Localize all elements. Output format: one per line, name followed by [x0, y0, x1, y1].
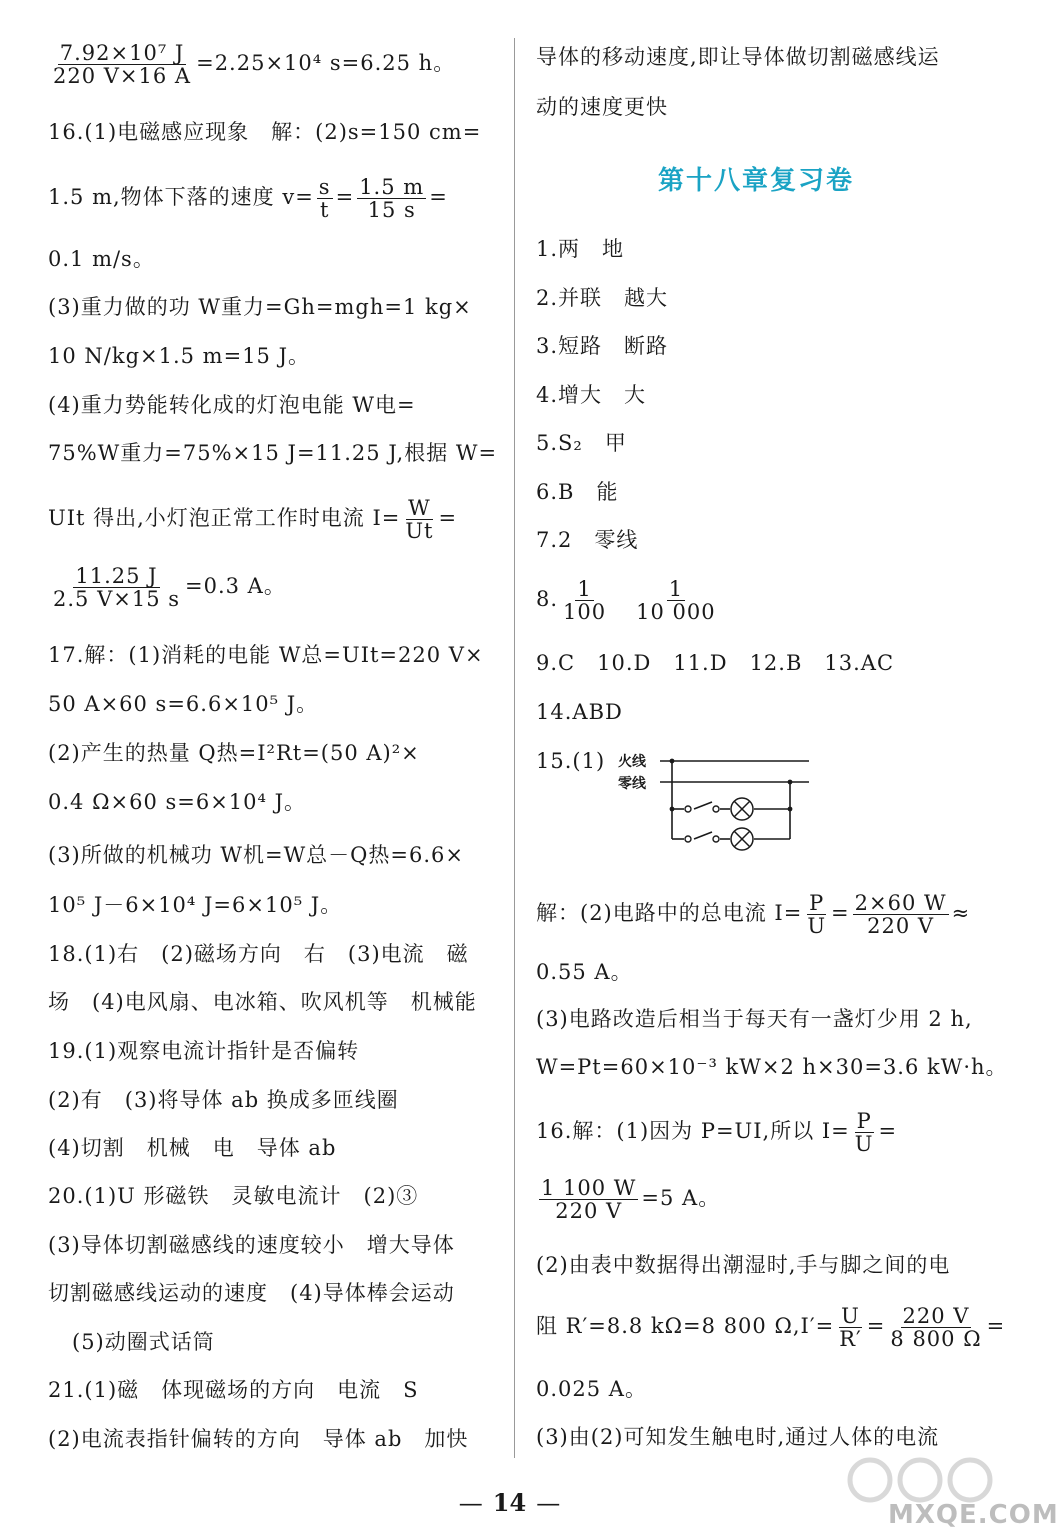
fraction: $\frac{\text{7.92×10⁷ J}}{220 V\times 16 A}$ — [53, 41, 192, 88]
answer-line: 动的速度更快 — [536, 95, 668, 119]
answer-line: 4.增大 大 — [536, 383, 647, 407]
answer-line: 0.4 Ω×60 s=6×10⁴ J。 — [48, 790, 307, 814]
answer-line: 8. $\frac{1}{100}$ $\frac{1}{10 000}$ — [536, 577, 716, 624]
answer-line: (4)切割 机械 电 导体 ab — [48, 1136, 337, 1160]
neutral-wire-label: 零线 — [618, 776, 646, 792]
watermark-text: MXQE.COM — [888, 1500, 1059, 1530]
answer-line: 18.(1)右 (2)磁场方向 右 (3)电流 磁 — [48, 942, 469, 966]
fraction: $\frac{s}{t}$ — [318, 175, 331, 222]
answer-line: 6.B 能 — [536, 480, 619, 504]
answer-line: (3)所做的机械功 W机=W总－Q热=6.6× — [48, 843, 464, 867]
answer-line: (4)重力势能转化成的灯泡电能 W电= — [48, 393, 416, 417]
answer-line: 1.两 地 — [536, 237, 625, 261]
fraction: $\frac{220 V}{8 800 \Omega}$ — [890, 1304, 982, 1351]
answer-line: $\frac{\text{7.92×10⁷ J}}{220 V\times 16 A}$ =2.25×10⁴ s=6.25 h。 — [53, 41, 456, 88]
answer-line: 19.(1)观察电流计指针是否偏转 — [48, 1039, 360, 1063]
answer-line: 21.(1)磁 体现磁场的方向 电流 S — [48, 1378, 419, 1402]
answer-line: $\frac{11.25 J}{2.5 V\times 15 s}$ =0.3 A。 — [53, 564, 286, 611]
answer-line: 9.C 10.D 11.D 12.B 13.AC — [536, 651, 895, 675]
answer-line: 阻 R′=8.8 kΩ=8 800 Ω,I′= $\frac{U}{R'}$ = $\frac{220 V}{8 800 \Omega}$ = — [536, 1304, 1006, 1351]
answer-line: (2)有 (3)将导体 ab 换成多匝线圈 — [48, 1088, 399, 1112]
answer-line: 16.解：(1)因为 P=UI,所以 I= $\frac{P}{U}$ = — [536, 1109, 898, 1156]
answer-line: 14.ABD — [536, 700, 623, 724]
answer-line: 5.S₂ 甲 — [536, 431, 627, 455]
answer-line: (3)重力做的功 W重力=Gh=mgh=1 kg× — [48, 295, 472, 319]
answer-line: 7.2 零线 — [536, 528, 639, 552]
answer-line: 1.5 m,物体下落的速度 v= $\frac{s}{t}$ = $\frac{1.5 m}{15 s}$ = — [48, 175, 448, 222]
fraction: $\frac{U}{R'}$ — [839, 1304, 862, 1351]
circuit-diagram — [614, 744, 814, 860]
answer-line: UIt 得出,小灯泡正常工作时电流 I= $\frac{W}{Ut}$ = — [48, 496, 458, 543]
answer-line: 50 A×60 s=6.6×10⁵ J。 — [48, 692, 319, 716]
answer-line: (2)产生的热量 Q热=I²Rt=(50 A)²× — [48, 741, 420, 765]
answer-line: W=Pt=60×10⁻³ kW×2 h×30=3.6 kW·h。 — [536, 1055, 1008, 1079]
fraction: $\frac{1}{10 000}$ — [636, 577, 716, 624]
fraction: $\frac{W}{Ut}$ — [405, 496, 434, 543]
answer-line: 3.短路 断路 — [536, 334, 669, 358]
answer-line: (3)电路改造后相当于每天有一盏灯少用 2 h, — [536, 1007, 973, 1031]
answer-line: 场 (4)电风扇、电冰箱、吹风机等 机械能 — [48, 990, 477, 1014]
chapter-title: 第十八章复习卷 — [657, 166, 854, 196]
answer-line: (5)动圈式话筒 — [72, 1330, 215, 1354]
answer-line: 16.(1)电磁感应现象 解：(2)s=150 cm= — [48, 120, 482, 144]
answer-line: 10 N/kg×1.5 m=15 J。 — [48, 344, 311, 368]
answer-line: (3)导体切割磁感线的速度较小 增大导体 — [48, 1233, 455, 1257]
fraction: $\frac{P}{U}$ — [807, 891, 827, 938]
fraction: $\frac{1}{100}$ — [563, 577, 607, 624]
answer-line: 0.1 m/s。 — [48, 247, 155, 271]
live-wire-label: 火线 — [618, 754, 646, 770]
fraction: $\frac{1.5 m}{15 s}$ — [359, 175, 425, 222]
fraction: $\frac{1 100 W}{220 V}$ — [541, 1176, 637, 1223]
column-divider — [514, 38, 515, 1458]
answer-line: 15.(1) — [536, 749, 606, 773]
answer-line: 17.解：(1)消耗的电能 W总=UIt=220 V× — [48, 643, 484, 667]
answer-line: (3)由(2)可知发生触电时,通过人体的电流 — [536, 1425, 940, 1449]
answer-line: 0.55 A。 — [536, 960, 633, 984]
page-number: — 14 — — [458, 1488, 561, 1517]
answer-line: 切割磁感线运动的速度 (4)导体棒会运动 — [48, 1281, 455, 1305]
answer-line: 解：(2)电路中的总电流 I= $\frac{P}{U}$ = $\frac{2\times 60 W}{220 V}$ ≈ — [536, 891, 971, 938]
answer-line: $\frac{1 100 W}{220 V}$ =5 A。 — [541, 1176, 721, 1223]
answer-line: (2)电流表指针偏转的方向 导体 ab 加快 — [48, 1427, 469, 1451]
lamp-icon — [731, 798, 753, 850]
answer-line: 75%W重力=75%×15 J=11.25 J,根据 W= — [48, 441, 498, 465]
answer-line: (2)由表中数据得出潮湿时,手与脚之间的电 — [536, 1253, 951, 1277]
fraction: $\frac{P}{U}$ — [854, 1109, 874, 1156]
answer-line: 导体的移动速度,即让导体做切割磁感线运 — [536, 45, 940, 69]
answer-line: 20.(1)U 形磁铁 灵敏电流计 (2)③ — [48, 1184, 419, 1208]
junction-dot — [670, 759, 793, 812]
answer-line: 10⁵ J－6×10⁴ J=6×10⁵ J。 — [48, 893, 343, 917]
fraction: $\frac{2\times 60 W}{220 V}$ — [854, 891, 947, 938]
fraction: $\frac{11.25 J}{2.5 V\times 15 s}$ — [53, 564, 181, 611]
answer-line: 2.并联 越大 — [536, 286, 669, 310]
answer-line: 0.025 A。 — [536, 1377, 647, 1401]
